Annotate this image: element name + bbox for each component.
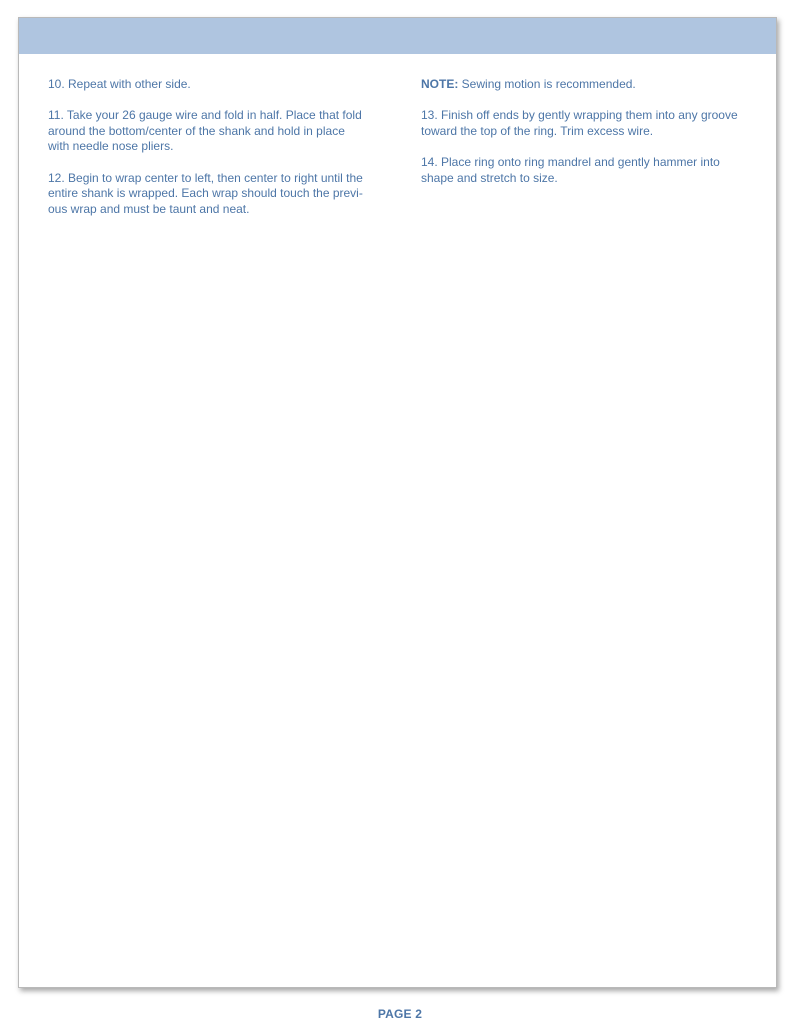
right-column (421, 77, 756, 202)
step-14: 14. Place ring onto ring mandrel and gently hammer into shape and stretch to size. (421, 154, 720, 185)
page-number: PAGE 2 (377, 1007, 423, 1021)
step-12: 12. Begin to wrap center to left, then center to right until the entire shank is wrapped. Each wrap should touch the previ- ous wrap and must be taunt and neat. (48, 170, 363, 216)
note-text: Sewing motion is recommended. (458, 77, 636, 91)
step-13: 13. Finish off ends by gently wrapping them into any groove toward the top of the ring. Trim excess wire. (421, 108, 738, 138)
document-page (18, 17, 777, 988)
note-paragraph (421, 77, 756, 93)
left-column (48, 77, 378, 233)
step-11: 11. Take your 26 gauge wire and fold in half. Place that fold around the bottom/center of the shank and hold in place with needle nose pliers. (48, 108, 362, 154)
step-10: 10. Repeat with other side. (48, 77, 191, 91)
note-label: NOTE: (421, 77, 459, 91)
header-band (19, 18, 776, 54)
